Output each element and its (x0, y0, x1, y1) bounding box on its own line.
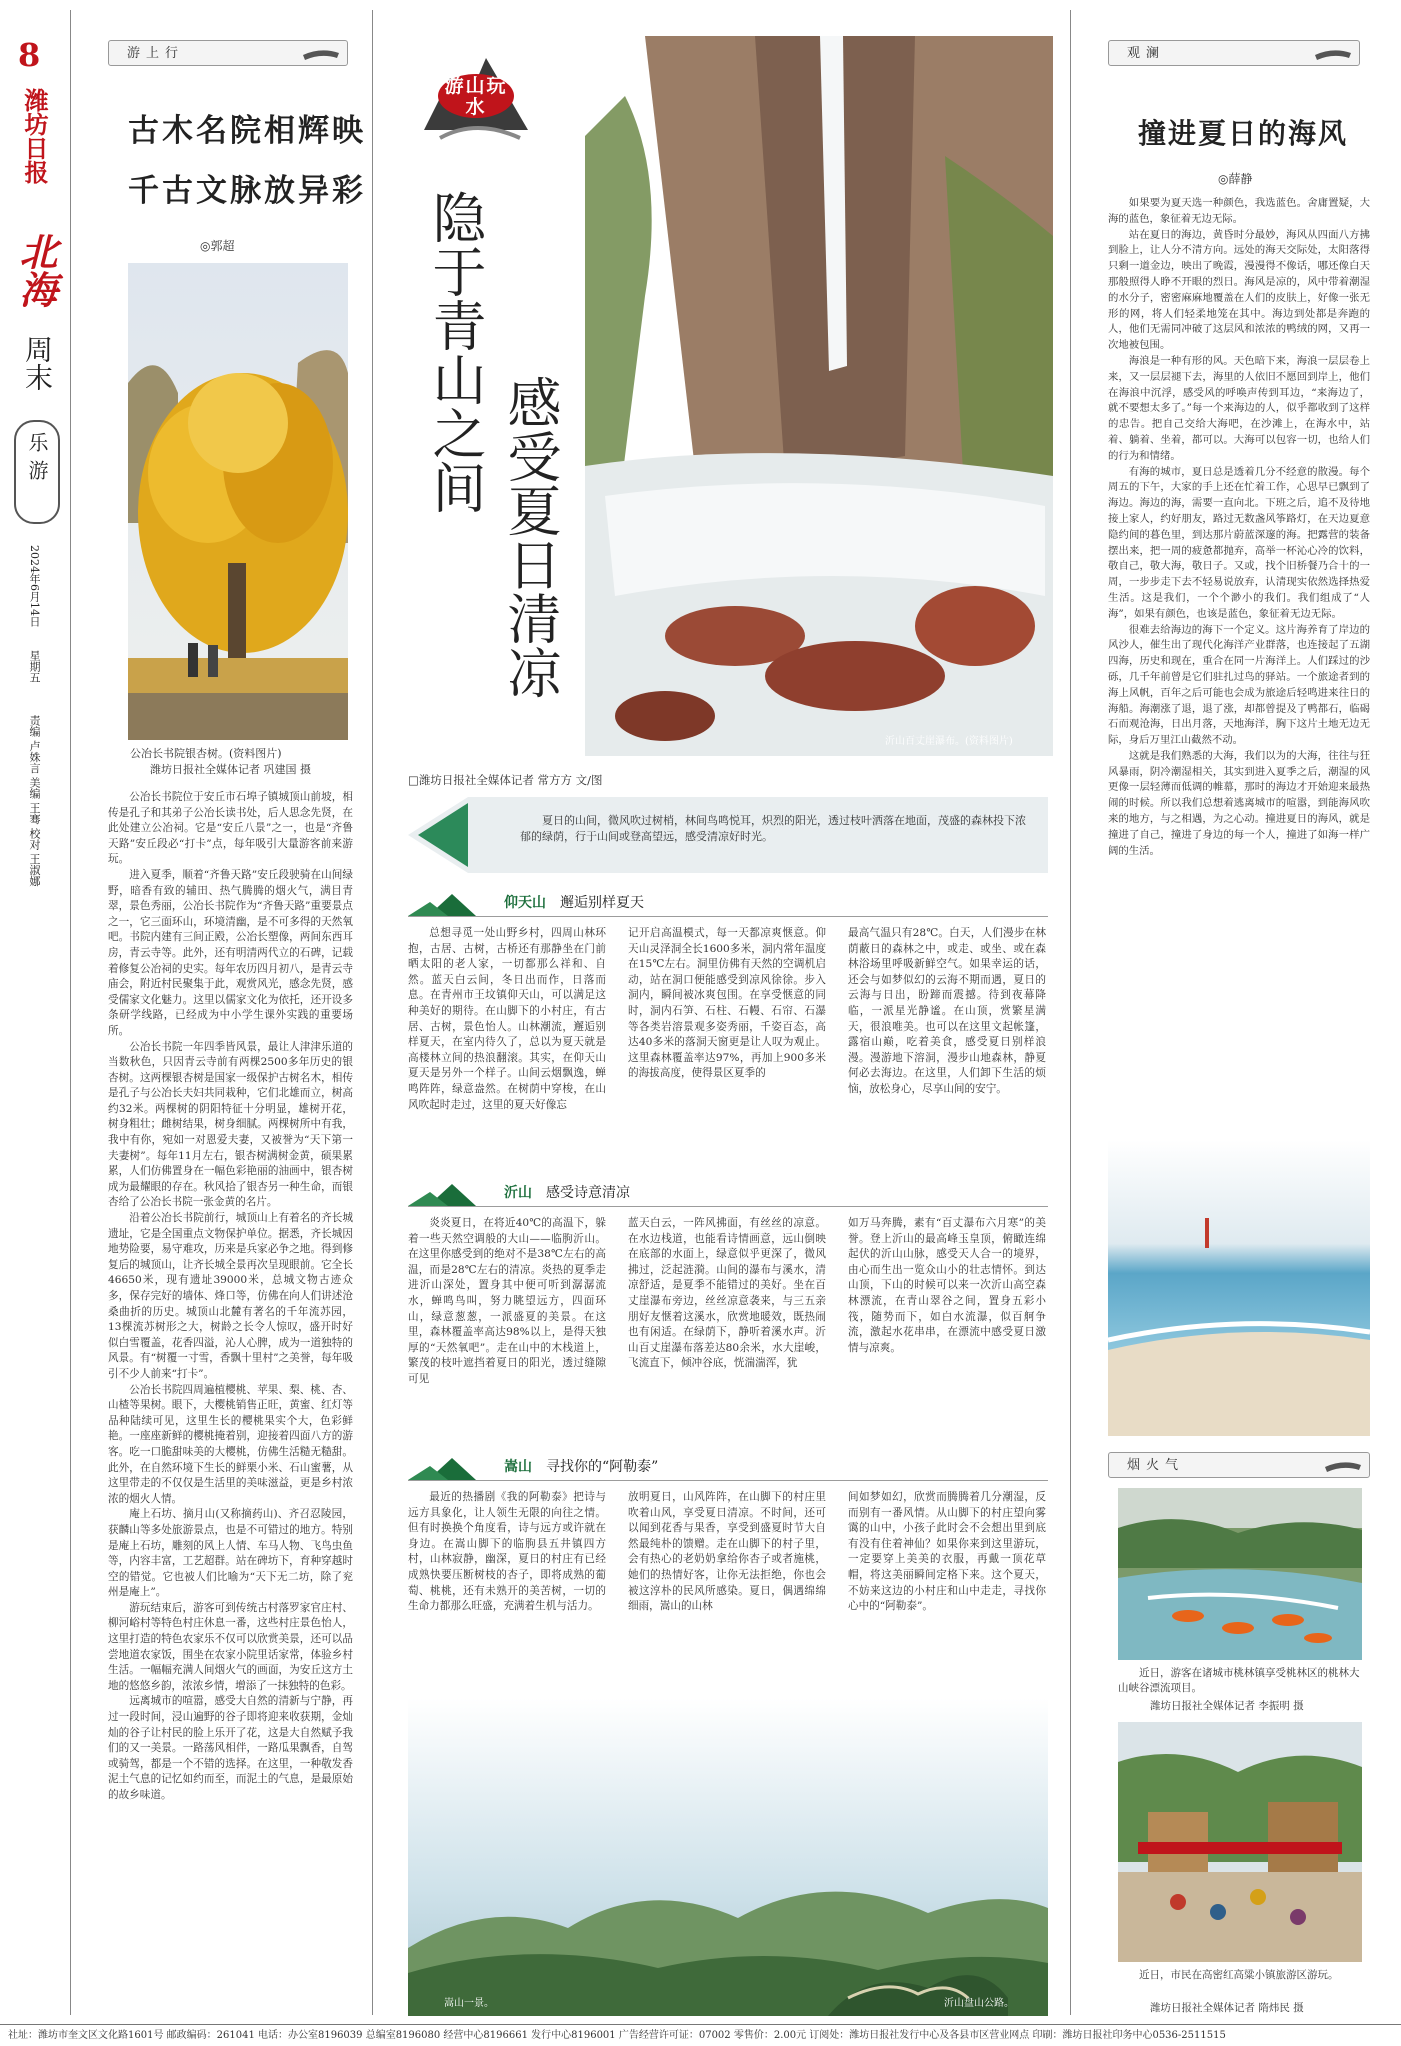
masthead (0, 0, 68, 1460)
section-subtitle: 感受诗意清凉 (546, 1185, 630, 1201)
ginkgo-photo-image (128, 263, 348, 740)
topic-badge-label: 乐游 (25, 432, 49, 488)
waterfall-photo (585, 36, 1053, 756)
section-column: 炎炎夏日，在将近40℃的高温下，躲着一些天然空调般的大山——临朐沂山。在这里你感受到的绝对不是38℃左右的高温，而是28℃左右的清凉。炎热的夏季走进沂山深处，置身其中便可听到潺潺流水，蝉鸣鸟叫，努力眺望远方，四面环山，绿意葱葱，一派盛夏的美景。在这里，森林覆盖率高达98%以上，是得天独厚的“天然氧吧”。走在山中的木栈道上，繁茂的枝叶遮挡着夏日的阳光，透过缝隙可见 (408, 1217, 606, 1385)
landscape-label-left: 嵩山一景。 (444, 1998, 494, 2009)
right-paragraph: 这就是我们熟悉的大海，我们以为的大海，往往与狂风暴雨，阴冷潮湿相关，其实到进入夏季之后，潮湿的风更像一层轻薄而低调的帷幕，那时的海边才开始迎来最热闹的时候。所以我们总想着逃离城市的喧嚣，到能海风吹来的地方，与之相遇，为之心动。撞进夏日的海风，就是撞进了自己，撞进了身边的每一个人，撞进了如海一样广阔的生活。 (1108, 749, 1370, 857)
section-column: 记开启高温模式，每一天都凉爽惬意。仰天山灵泽洞全长1600多米，洞内常年温度在15℃左右。洞里仿佛有天然的空调机启动，站在洞口便能感受到凉风徐徐。步入洞内，瞬间被冰爽包围。在享受惬意的同时，洞内石笋、石柱、石幔、石帘、石瀑等各类岩溶景观多姿秀丽，千姿百态，高达40多米的落洞天窗更是让人叹为观止。这里森林覆盖率达97%，再加上900多米的海拔高度，使得景区夏季的 (628, 927, 826, 1080)
section-suffix: 周末 (21, 335, 54, 391)
section-column: 如万马奔腾，素有“百丈瀑布六月寒”的美誉。登上沂山的最高峰玉皇顶，俯瞰连绵起伏的沂山山脉，感受天人合一的境界，由心而生出一览众山小的壮志情怀。到达山顶，下山的时候可以来一次沂山高空森林漂流，在青山翠谷之间，置身五彩小筏，随势而下，如白水流瀑，似百舸争流，激起水花串串，在漂流中感受夏日激情与凉爽。 (848, 1217, 1046, 1354)
photo-section-tab (1108, 1452, 1370, 1478)
mountain-peaks-icon (408, 1180, 504, 1206)
section-header (408, 890, 1048, 917)
ginkgo-caption-line2: 潍坊日报社全媒体记者 巩建国 摄 (150, 763, 311, 776)
landscape-photo (408, 1698, 1048, 2016)
left-article-body (108, 790, 353, 2015)
section-calligraphy: 北海 (13, 232, 58, 308)
center-title-line1: 隐于青山之间 (424, 190, 487, 514)
brush-decoration-icon (301, 45, 341, 63)
brush-decoration-icon (1323, 1457, 1363, 1475)
mountain-badge (420, 38, 532, 150)
rafting-caption-line1: 近日，游客在诸城市桃林镇享受桃林区的桃林大山峡谷漂流项目。 (1118, 1667, 1360, 1694)
left-byline: ◎郭超 (200, 239, 235, 253)
rafting-photo (1118, 1488, 1362, 1660)
section-column: 蓝天白云，一阵风拂面，有丝丝的凉意。在水边栈道，也能看诗情画意，远山倒映在底部的水面上，绿意似乎更深了，微风拂过，泛起涟漪。山间的瀑布与溪水，清凉舒适，是夏季不能错过的美好。坐在百丈崖瀑布旁边，丝丝凉意袭来，与三五亲朋好友惬着这溪水，欣赏地暖效，既热闹也有闲适。在绿荫下，静听着溪水声。沂山百丈崖瀑布落差达80余米，水大崖峻，飞流直下，倾冲谷底，恍湍湍浑，犹 (628, 1217, 826, 1370)
right-paragraph: 很难去给海边的海下一个定义。这片海养育了岸边的风沙人，催生出了现代化海洋产业群落，也连接起了五湖四海，历史和现在，重合在同一片海洋上。人们踩过的沙砾，几千年前曾是它们驻扎过鸟的驿站。一个旅途者到的海上风帆，百年之后可能也会成为旅途后轻鸣进来往日的海船。海潮涨了退，退了涨，却都曾提及了鸭都石，临碣石而观沧海，日出月落，天地海洋，胸下这片土地无边无际，身后万里江山截然不动。 (1108, 623, 1370, 747)
left-paragraph: 沿着公冶长书院前行，城顶山上有着名的齐长城遗址，它是全国重点文物保护单位。据悉，齐长城因地势险要，易守难攻，历来是兵家必争之地。得到修复后的城顶山，让齐长城全景再次呈现眼前。它全长46650米，现有遗址39000米，总城文物古迹众多，保存完好的墙体、烽口等，仿佛在向人们讲述沧桑曲折的历史。城顶山北麓有著名的千年流苏园，13棵流苏树形之大，树龄之长令人惊叹，盛开时好似白雪覆盖，花香四溢，沁人心脾，成为一道独特的风景。有“树覆一寸雪，香飘十里村”之美誉，每年吸引不少人前来“打卡”。 (108, 1212, 353, 1380)
mountain-peaks-icon (408, 1454, 504, 1480)
rafting-photo-image (1118, 1488, 1362, 1660)
center-byline: □潍坊日报社全媒体记者 常方方 文/图 (408, 773, 603, 787)
section-name: 沂山 (504, 1185, 532, 1201)
landscape-photo-image (408, 1698, 1048, 2016)
photo-tab-label: 烟火气 (1127, 1458, 1185, 1473)
column-divider (372, 10, 373, 2015)
sea-photo (1108, 1140, 1370, 1436)
right-tab-label: 观澜 (1127, 46, 1166, 61)
sea-photo-image (1108, 1140, 1370, 1436)
right-byline: ◎薛静 (1218, 172, 1253, 186)
section-column: 最近的热播剧《我的阿勒泰》把诗与远方具象化，让人领生无限的向往之情。但有时换换个角度看，诗与远方或许就在身边。在嵩山脚下的临朐县五井镇四方村，山林寂静，幽深，夏日的村庄有已经成熟快要压断树枝的杏子，即将成熟的葡萄、桃桃，还有未熟开的美苦树，一切的生命力都那么旺盛，充满着生机与活力。 (408, 1491, 606, 1613)
ginkgo-caption-line1: 公冶长书院银杏树。(资料图片) (130, 747, 282, 760)
mountain-badge-label: 游山玩水 (444, 75, 508, 118)
editor-credits: 责编 卢姝言 美编 王骞 校对 王淑娜 (28, 715, 41, 887)
right-title: 撞进夏日的海风 (1138, 117, 1349, 150)
issue-weekday: 星期五 (28, 650, 41, 683)
left-paragraph: 进入夏季，顺着“齐鲁天路”安丘段驶骑在山间绿野，暗香有致的辅田、热气腾腾的烟火气，满目青翠，景色秀丽，公冶长书院作为“齐鲁天路”重要景点之一，它三面环山，环境清幽，是不可多得的天然氧吧。书院内建有三间正殿，公冶长塑像，两间东西耳房，青云寺等。此外，还有明清两代立的石碑，记载着修复公冶祠的史实。每年农历四月初八，是青云寺庙会，附近村民聚集于此，观赏风光，感念先贤，感受儒家文化魅力。这里以儒家文化为依托，还开设多条研学线路，已经成为中小学生课外实践的重要场所。 (108, 868, 353, 1037)
right-article-body (1108, 196, 1370, 1141)
center-lead: 夏日的山间，微风吹过树梢，林间鸟鸣悦耳，炽烈的阳光，透过枝叶洒落在地面，茂盛的森林投下浓郁的绿荫，行于山间或登高望远，感受清凉好时光。 (520, 814, 1026, 843)
waterfall-caption: 沂山百丈崖瀑布。(资料图片) (885, 736, 1013, 747)
section-column: 间如梦如幻，欣赏而腾腾着几分潮湿，反而别有一番风情。从山脚下的村庄望向雾霭的山中，小孩子此时会不会想出里到底有没有住着神仙？如果你来到这里游玩，一定要穿上美美的衣服，再戴一顶花草帽，将这美丽瞬间定格下来。这个夏天，不妨来这边的小村庄和山中走走，寻找你心中的“阿勒泰”。 (848, 1491, 1046, 1613)
waterfall-photo-image (585, 36, 1053, 756)
landscape-label-right: 沂山盘山公路。 (944, 1998, 1014, 2009)
mountain-peaks-icon (408, 890, 504, 916)
town-caption-line2: 潍坊日报社全媒体记者 隋炜民 摄 (1150, 2002, 1304, 2014)
section-subtitle: 邂逅别样夏天 (560, 895, 644, 911)
issue-date: 2024年6月14日 (28, 545, 41, 627)
right-paragraph: 如果要为夏天选一种颜色，我选蓝色。舍庸置疑，大海的蓝色，象征着无边无际。 (1108, 197, 1370, 225)
section-subtitle: 寻找你的“阿勒泰” (546, 1459, 659, 1475)
left-section-tab (108, 40, 348, 66)
left-paragraph: 游玩结束后，游客可到传统古村落罗家官庄村、柳河峪村等特色村庄休息一番，这些村庄景色怡人，这里打造的特色农家乐不仅可以欣赏美景，还可以品尝地道农家饭，围坐在农家小院里话家常，体验乡村生活。一幅幅充满人间烟火气的画面，为安丘这方土地的悠悠乡韵，浓浓乡情，增添了一抹独特的色彩。 (108, 1601, 353, 1692)
ginkgo-photo (128, 263, 348, 740)
left-title-line1: 古木名院相辉映 (128, 113, 366, 149)
right-section-tab (1108, 40, 1360, 66)
paper-name: 潍坊日报 (20, 88, 49, 184)
left-paragraph: 庵上石坊、摘月山(又称摘药山)、齐召忍陵园，获麟山等多处旅游景点，也是不可错过的地方。特别是庵上石坊，雕刻的风上人情、车马人物、飞鸟虫鱼等，内容丰富，工艺超群。站在碑坊下，育种穿越时空的错觉。它也被人们比喻为“天下无二坊，除了兖州是庵上”。 (108, 1508, 353, 1599)
section-column: 总想寻觅一处山野乡村，四周山林环抱，古居、古树，古桥还有那静坐在门前晒太阳的老人家，一切都那么祥和、自然。蓝天白云间，冬日出而作，日落而息。在青州市王坟镇仰天山，可以满足这种美好的期待。在山脚下的小村庄，有古居、古树，景色怡人。山林潮流，邂逅别样夏天，在室内待久了，总以为夏天就是高楼林立间的热浪翻滚。其实，在仰天山夏天是另外一个样子。山间云烟飘逸，蝉鸣阵阵，绿意盎然。在树荫中穿梭，在山风吹起时走过，这里的夏天好像忘 (408, 927, 606, 1111)
brush-decoration-icon (1313, 45, 1353, 63)
town-caption-line1: 近日，市民在高密红高粱小镇旅游区游玩。 (1139, 1969, 1339, 1981)
section-column: 放明夏日，山风阵阵，在山脚下的村庄里吹着山风，享受夏日清凉。不时间，还可以闻到花香与果香，享受到盛夏时节大自然最纯朴的馈赠。走在山脚下的村子里，会有热心的老奶奶拿给你杏子或者施桃，她们的热情好客，让你无法拒绝，你也会被这淳朴的民风所感染。夏日，偶遇绵绵细雨，嵩山的山林 (628, 1491, 826, 1613)
footer-imprint: 社址：潍坊市奎文区文化路1601号 邮政编码：261041 电话：办公室8196039 总编室8196080 经营中心8196661 发行中心8196001 广告经营许可证：07002 零售价：2.00元 订阅处：潍坊日报社发行中心及各县市区营业网点 印刷：潍坊日报社印务中心0536-2511515 (0, 2024, 1401, 2046)
section-column: 最高气温只有28℃。白天，人们漫步在林荫蔽日的森林之中，或走、或坐、或在森林浴场里呼吸新鲜空气。如果幸运的话，还会与如梦似幻的云海不期而遇，夏日的云海与日出，盼蹄而震撼。待到夜幕降临，一派星光静谧。在山顶，赏繁星满天，很浪唯美。也可以在这里文起帐篷，露宿山巅，吃着美食，感受夏日别样浪漫。漫游地下溶洞，漫步山地森林，静夏何必去海边。在这里，人们卸下生活的烦恼，放松身心，尽享山间的安宁。 (848, 927, 1046, 1095)
section-header (408, 1180, 1048, 1207)
page-number: 8 (18, 36, 41, 74)
section-header (408, 1454, 1048, 1481)
column-divider (70, 10, 71, 2015)
rafting-caption-line2: 潍坊日报社全媒体记者 李振明 摄 (1150, 1700, 1304, 1712)
left-paragraph: 公冶长书院四周遍植樱桃、苹果、梨、桃、杏、山楂等果树。眼下，大樱桃销售正旺，黄蜜、红灯等品种陆续可见，这里生长的樱桃果实个大，色彩鲜艳。一座座新鲜的樱桃掩着别，迎接着四面八方的游客。吃一口脆甜味美的大樱桃，仿佛生活糙无糙甜。此外，在自然环境下生长的鲜栗小米、石山蜜薯，从这里带走的不仅仅是生活里的美味滋益，更是乡村浓浓的烟火人情。 (108, 1383, 353, 1505)
town-photo-image (1118, 1722, 1362, 1962)
left-title-line2: 千古文脉放异彩 (128, 173, 366, 209)
lead-banner (408, 797, 1048, 873)
right-paragraph: 海浪是一种有形的风。天色暗下来，海浪一层层卷上来，又一层层褪下去，海里的人依旧不愿回到岸上，他们在海浪中沉浮，感受风的呼唤声传到耳边，“来海边了，就不要想太多了。”每一个来海边的人，似乎都收到了这样的忠告。把自己交给大海吧，在沙滩上，在海水中，站着、躺着、坐着，都可以。大海可以包容一切，也给人们的行为和情绪。 (1108, 354, 1370, 462)
left-tab-label: 游上行 (127, 46, 185, 61)
town-photo (1118, 1722, 1362, 1962)
left-paragraph: 远离城市的喧嚣，感受大自然的清新与宁静，再过一段时间，浸山遍野的谷子即将迎来收获期，金灿灿的谷子让村民的脸上乐开了花，这是大自然赋予我们的又一美景。一路荡风相伴，一路瓜果飘香，自驾或骑驾，都是一个不错的选择。在这里，一种敬发香泥土气息的记忆如约而至，而泥土的气息，是最原始的故乡味道。 (108, 1695, 353, 1801)
right-paragraph: 站在夏日的海边，黄昏时分最妙，海风从四面八方拂到脸上，让人分不清方向。远处的海天交际处，太阳落得只剩一道金边，映出了晚霞，漫漫得不像话，哪还像白天那般照得人睁不开眼的烈日。海风是凉的，风中带着潮湿的水分子，密密麻麻地覆盖在人们的皮肤上，好像一张无形的网，将人们轻柔地笼在其中。海边到处都是奔跑的人，他们无需同冲破了这层风和浓浓的鸭绒的网，又再一次地被包围。 (1108, 228, 1370, 352)
topic-badge (14, 420, 60, 524)
center-title-line2: 感受夏日清凉 (499, 375, 562, 699)
column-divider (1070, 10, 1071, 2015)
section-name: 仰天山 (504, 895, 546, 911)
left-paragraph: 公冶长书院一年四季皆风景，最让人津津乐道的当数秋色，只因青云寺前有两棵2500多年历史的银杏树。这两棵银杏树是国家一级保护古树名木，相传是孔子与公冶长夫妇共同栽种，它们北雄而立，树高约32米。两棵树的阴阳特征十分明显，雄树开花，树身粗壮；雌树结果，树身细腻。两棵树所中有我，我中有你，宛如一对恩爱夫妻，又被誉为“天下第一夫妻树”。每年11月左右，银杏树满树金黄，硕果累累，人们仿佛置身在一幅色彩艳丽的油画中，银杏树成为最耀眼的存在。秋风拾了银杏另一种生命，而银杏给了公冶长书院一张金黄的名片。 (108, 1040, 353, 1209)
section-name: 嵩山 (504, 1459, 532, 1475)
left-paragraph: 公冶长书院位于安丘市石埠子镇城顶山前坡，相传是孔子和其弟子公冶长读书处，后人思念先贤，在此处建立公冶祠。它是“安丘八景”之一，也是“齐鲁天路”安丘段必“打卡”点，每年吸引大量游客前来游玩。 (108, 791, 353, 866)
right-paragraph: 有海的城市，夏日总是透着几分不经意的散漫。每个周五的下午，大家的手上还在忙着工作，心思早已飘到了海边。海边的海，需要一直向北。下班之后，追不及待地接上家人，约好朋友，路过无数盏风筝路灯，在天边夏意隐约间的暮色里，到达那片蔚蓝深邃的海。把露营的装备摆出来，把一周的疲惫都抛弃，高举一杯沁心冷的饮料，敬自己，敬大海，敬日子。又或，找个旧桥餐乃合十的一周，一步步走下去不轻易说放弃，认清现实依然选择热爱生活。这是我们，一个个渺小的我们。我们组成了“人海”，如果有颜色，也该是蓝色，象征着无边无际。 (1108, 465, 1370, 620)
